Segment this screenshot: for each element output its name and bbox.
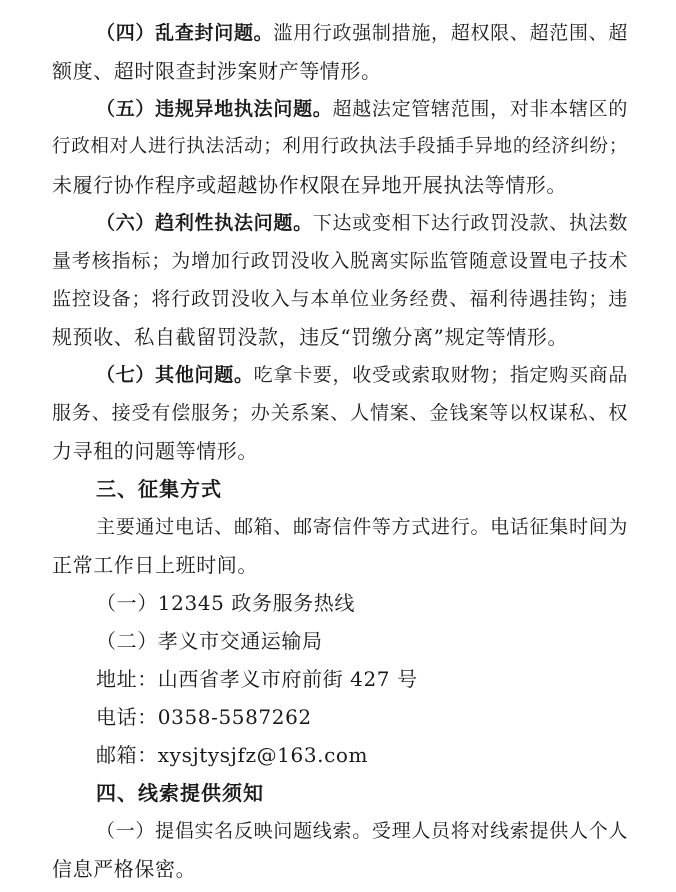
item-6-text-1: 下达或变相下达行政罚没款、执法数 [312, 212, 628, 234]
section-4-heading: 四、线索提供须知 [96, 781, 264, 805]
item-4-line-2: 额度、超时限查封涉案财产等情形。 [52, 59, 382, 83]
section-3-heading: 三、征集方式 [96, 477, 222, 501]
item-5-lead: （五）违规异地执法问题。 [96, 98, 333, 120]
item-7-line-1 [96, 362, 628, 388]
item-7-line-3: 力寻租的问题等情形。 [52, 439, 258, 463]
section-3-intro-line-1: 主要通过电话、邮箱、邮寄信件等方式进行。电话征集时间为 [96, 516, 628, 538]
item-5-line-3: 未履行协作程序或超越协作权限在异地开展执法等情形。 [52, 173, 567, 197]
section-3-item-bureau: （二）孝义市交通运输局 [96, 629, 323, 653]
item-5-line-1 [96, 96, 628, 122]
item-6-line-1 [96, 210, 628, 236]
section-3-item-hotline: （一）12345 政务服务热线 [96, 591, 355, 615]
section-3-address: 地址：山西省孝义市府前街 427 号 [96, 667, 418, 691]
item-6-line-3: 监控设备；将行政罚没收入与本单位业务经费、福利待遇挂钩；违 [52, 288, 628, 310]
section-4-item-1-line-2: 信息严格保密。 [52, 857, 197, 881]
item-6-lead: （六）趋利性执法问题。 [96, 212, 313, 234]
item-7-lead: （七）其他问题。 [96, 364, 254, 386]
item-6-line-4: 规预收、私自截留罚没款，违反“罚缴分离”规定等情形。 [52, 325, 569, 349]
item-7-line-2: 服务、接受有偿服务；办关系案、人情案、金钱案等以权谋私、权 [52, 402, 628, 424]
section-3-phone: 电话：0358-5587262 [96, 705, 312, 729]
item-7-text-1: 吃拿卡要，收受或索取财物；指定购买商品 [253, 364, 628, 386]
item-5-text-1: 超越法定管辖范围，对非本辖区的 [332, 98, 628, 120]
item-5-line-2: 行政相对人进行执法活动；利用行政执法手段插手异地的经济纠纷； [52, 136, 628, 157]
section-3-intro-line-2: 正常工作日上班时间。 [52, 553, 258, 577]
section-3-email: 邮箱：xysjtysjfz@163.com [96, 743, 369, 767]
item-4-lead: （四）乱查封问题。 [96, 22, 274, 44]
item-4-line-1 [96, 20, 628, 46]
item-6-line-2: 量考核指标；为增加行政罚没收入脱离实际监管随意设置电子技术 [52, 250, 628, 272]
item-4-text-1: 滥用行政强制措施，超权限、超范围、超 [273, 22, 628, 44]
section-4-item-1-line-1: （一）提倡实名反映问题线索。受理人员将对线索提供人个人 [96, 820, 628, 842]
